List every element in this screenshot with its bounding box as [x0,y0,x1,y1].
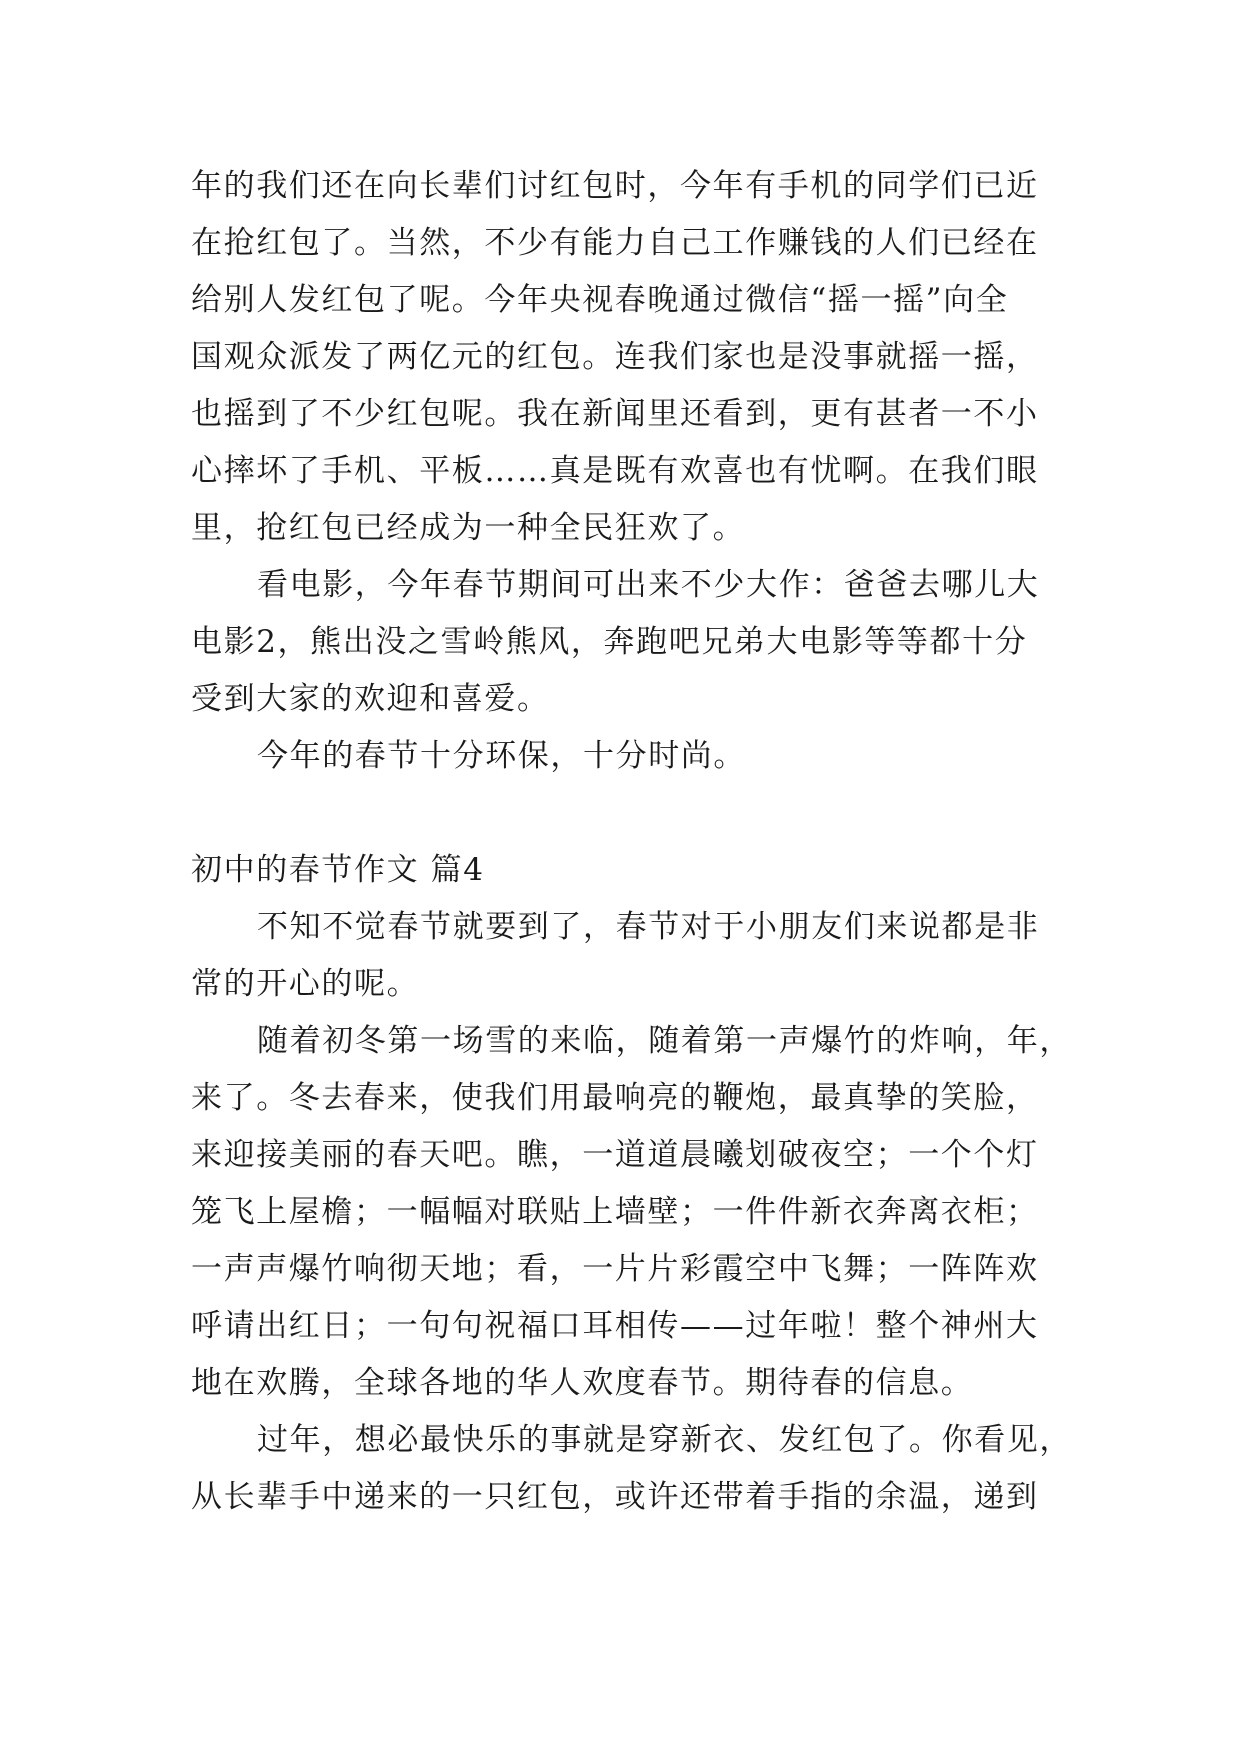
paragraph [191,1412,1072,1526]
text-line: 来迎接美丽的春天吧。瞧，一道道晨曦划破夜空；一个个灯 [191,1137,1039,1173]
section-heading: 初中的春节作文 篇4 [191,852,485,888]
text-line: 地在欢腾，全球各地的华人欢度春节。期待春的信息。 [191,1365,974,1401]
text-line: 受到大家的欢迎和喜爱。 [191,681,550,717]
text-line: 常的开心的呢。 [191,966,420,1002]
paragraph [191,899,1061,1013]
text-line: 过年，想必最快乐的事就是穿新衣、发红包了。你看见， [257,1422,1072,1458]
text-line: 一声声爆竹响彻天地；看，一片片彩霞空中飞舞；一阵阵欢 [191,1251,1039,1287]
text-line: 随着初冬第一场雪的来临，随着第一声爆竹的炸响，年， [257,1023,1072,1059]
text-line: 里，抢红包已经成为一种全民狂欢了。 [191,510,746,546]
text-line: 呼请出红日；一句句祝福口耳相传——过年啦！整个神州大 [191,1308,1039,1344]
text-line: 来了。冬去春来，使我们用最响亮的鞭炮，最真挚的笑脸， [191,1080,1039,1116]
paragraph [191,728,1061,785]
text-line: 看电影，今年春节期间可出来不少大作：爸爸去哪儿大 [257,567,1040,603]
text-line: 也摇到了不少红包呢。我在新闻里还看到，更有甚者一不小 [191,396,1039,432]
paragraph [191,1013,1072,1412]
paragraph [191,557,1061,728]
text-line: 年的我们还在向长辈们讨红包时，今年有手机的同学们已近 [191,168,1039,204]
text-line: 电影2，熊出没之雪岭熊风，奔跑吧兄弟大电影等等都十分 [191,624,1028,660]
text-line: 国观众派发了两亿元的红包。连我们家也是没事就摇一摇， [191,339,1039,375]
text-line: 笼飞上屋檐；一幅幅对联贴上墙壁；一件件新衣奔离衣柜； [191,1194,1039,1230]
text-line: 给别人发红包了呢。今年央视春晚通过微信“摇一摇”向全 [191,282,1009,318]
document-body [191,158,1072,1526]
text-line: 心摔坏了手机、平板……真是既有欢喜也有忧啊。在我们眼 [191,453,1039,489]
paragraph-spacer [191,785,1061,842]
text-line: 不知不觉春节就要到了，春节对于小朋友们来说都是非 [257,909,1040,945]
text-line: 从长辈手中递来的一只红包，或许还带着手指的余温，递到 [191,1479,1039,1515]
text-line: 今年的春节十分环保，十分时尚。 [257,738,746,774]
paragraph [191,158,1061,557]
text-line: 在抢红包了。当然，不少有能力自己工作赚钱的人们已经在 [191,225,1039,261]
